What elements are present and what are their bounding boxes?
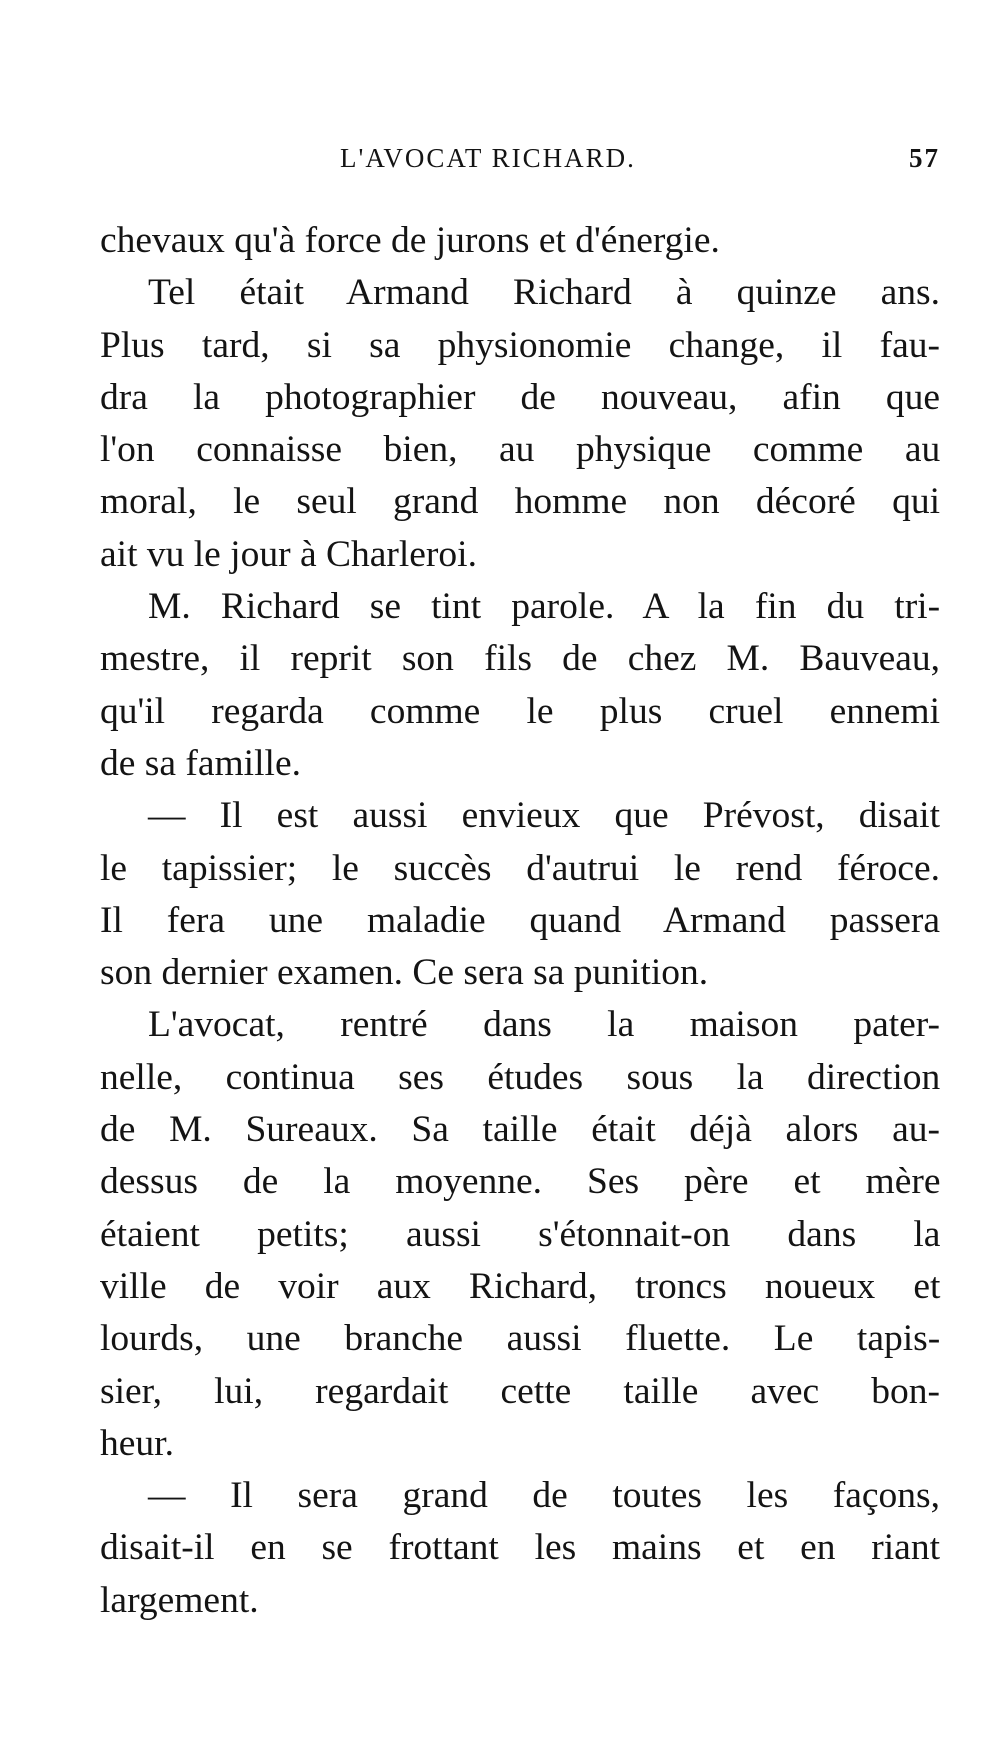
text-line: dessus de la moyenne. Ses père et mère	[100, 1161, 941, 1203]
text-line: Tel était Armand Richard à quinze ans.	[148, 272, 940, 314]
text-line: M. Richard se tint parole. A la fin du tri-	[148, 586, 941, 628]
text-line: chevaux qu'à force de jurons et d'énergie.	[100, 220, 720, 261]
text-line: de M. Sureaux. Sa taille était déjà alors au-	[100, 1109, 940, 1151]
text-line: dra la photographier de nouveau, afin que	[100, 376, 940, 418]
text-line: L'avocat, rentré dans la maison pater-	[148, 1004, 941, 1046]
text-line: nelle, continua ses études sous la direction	[100, 1056, 941, 1098]
text-line: son dernier examen. Ce sera sa punition.	[100, 952, 709, 994]
text-line: mestre, il reprit son fils de chez M. Bauveau,	[100, 638, 940, 680]
paragraph	[100, 999, 940, 1470]
paragraph	[100, 790, 940, 999]
text-line: ville de voir aux Richard, troncs noueux et	[100, 1265, 941, 1307]
text-line: qu'il regarda comme le plus cruel ennemi	[100, 690, 941, 732]
text-line: — Il sera grand de toutes les façons,	[148, 1475, 940, 1517]
paragraph	[100, 267, 940, 581]
running-head	[100, 143, 940, 183]
text-line: l'on connaisse bien, au physique comme au	[100, 429, 941, 471]
text-line: étaient petits; aussi s'étonnait-on dans la	[100, 1213, 941, 1255]
body-text	[100, 215, 940, 1627]
text-line: de sa famille.	[100, 742, 301, 784]
page-number: 57	[909, 143, 940, 173]
text-line: largement.	[100, 1579, 259, 1621]
text-line: — Il est aussi envieux que Prévost, disait	[148, 795, 940, 837]
text-line: Plus tard, si sa physionomie change, il fau-	[100, 324, 940, 366]
paragraph	[100, 581, 940, 790]
paragraph	[100, 1470, 940, 1627]
text-line: le tapissier; le succès d'autrui le rend féroce.	[100, 847, 940, 889]
text-line: lourds, une branche aussi fluette. Le tapis-	[100, 1318, 941, 1360]
text-line: moral, le seul grand homme non décoré qui	[100, 481, 940, 523]
text-line: sier, lui, regardait cette taille avec bon-	[100, 1370, 940, 1412]
text-line: ait vu le jour à Charleroi.	[100, 533, 477, 575]
text-line: heur.	[100, 1422, 174, 1464]
text-line: Il fera une maladie quand Armand passera	[100, 899, 941, 941]
paragraph	[100, 215, 940, 267]
running-title: L'AVOCAT RICHARD.	[340, 143, 636, 173]
text-line: disait-il en se frottant les mains et en riant	[100, 1527, 940, 1569]
